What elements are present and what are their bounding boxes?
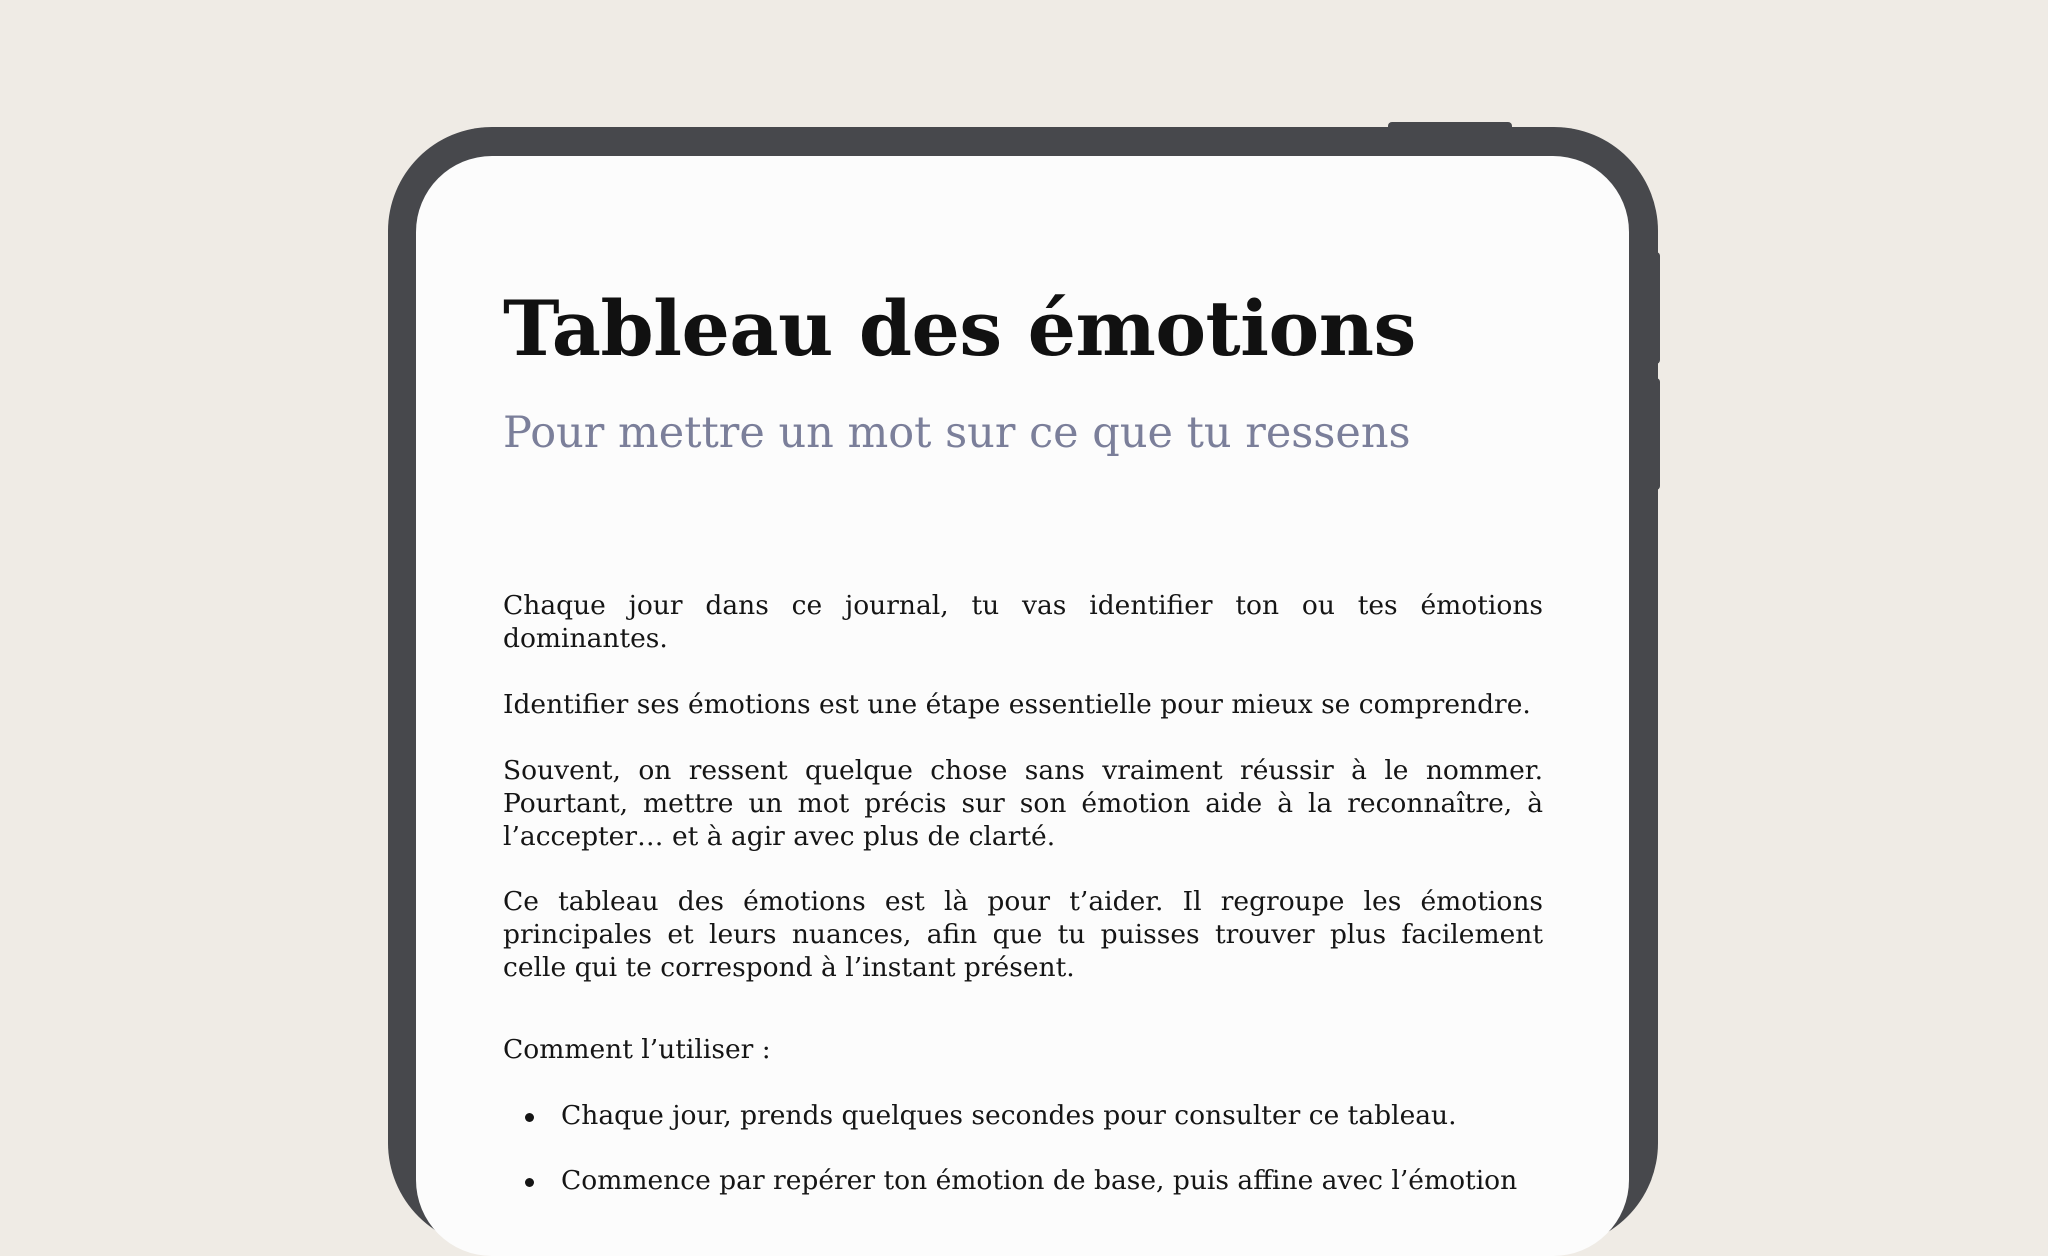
intro-paragraph-2: Identifier ses émotions est une étape essentielle pour mieux se comprendre.: [503, 689, 1531, 720]
page-title: Tableau des émotions: [503, 284, 1416, 373]
tablet-volume-down-button: [1652, 378, 1660, 490]
page-subtitle: Pour mettre un mot sur ce que tu ressens: [503, 408, 1411, 458]
how-to-use-heading: Comment l’utiliser :: [503, 1034, 771, 1065]
bullet-dot-icon: [525, 1113, 534, 1122]
intro-paragraph-3: Souvent, on ressent quelque chose sans vraiment réussir à le nommer. Pourtant, mettre un mot précis sur son émotion aide à la reconnaître, à l’accepter… et à agir avec plus de clarté.: [503, 755, 1543, 852]
list-item-text: Chaque jour, prends quelques secondes pour consulter ce tableau.: [561, 1100, 1457, 1131]
how-to-use-list: [503, 1099, 1543, 1229]
tablet-screen[interactable]: [416, 156, 1629, 1256]
tablet-volume-up-button: [1652, 252, 1660, 364]
list-item: [503, 1164, 1543, 1197]
list-item-text: Commence par repérer ton émotion de base, puis affine avec l’émotion: [561, 1165, 1518, 1196]
intro-paragraph-1: Chaque jour dans ce journal, tu vas identifier ton ou tes émotions dominantes.: [503, 590, 1543, 654]
bullet-dot-icon: [525, 1178, 534, 1187]
list-item: [503, 1099, 1543, 1132]
tablet-power-button: [1388, 122, 1512, 132]
intro-paragraph-4: Ce tableau des émotions est là pour t’aider. Il regroupe les émotions principales et leurs nuances, afin que tu puisses trouver plus facilement celle qui te correspond à l’instant présent.: [503, 886, 1543, 983]
